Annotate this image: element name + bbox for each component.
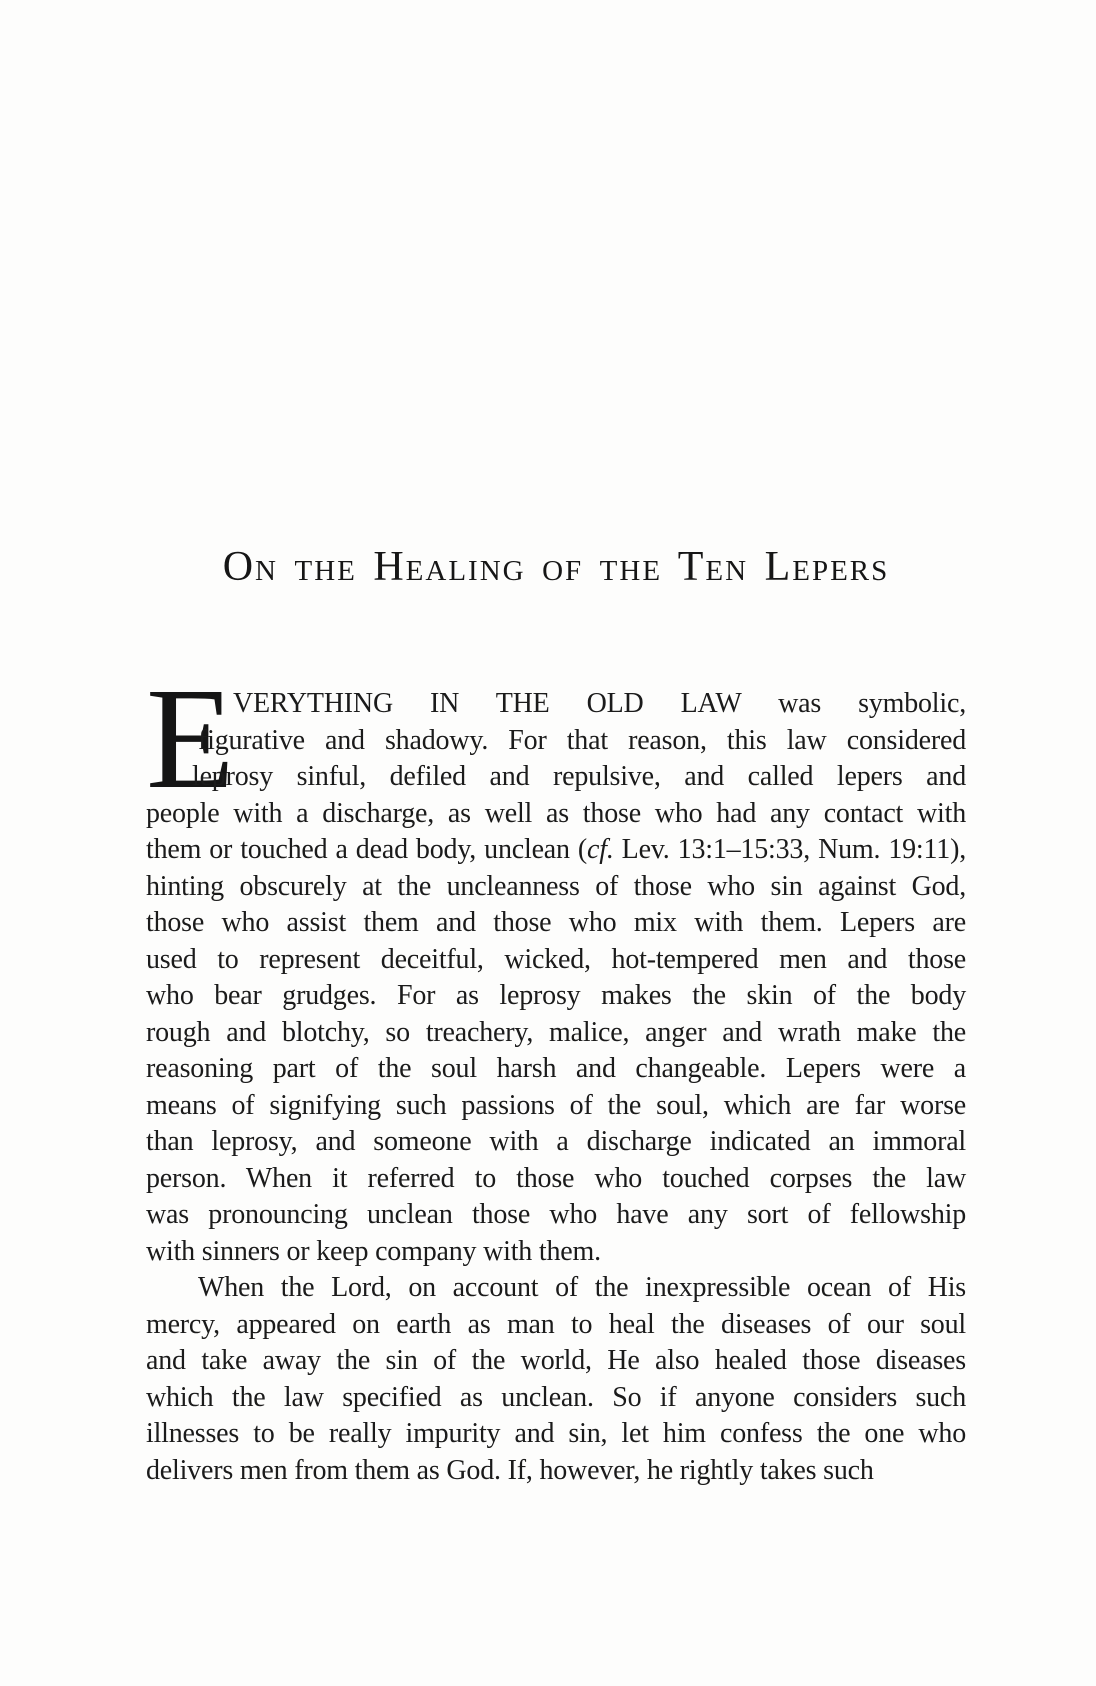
chapter-title: On the Healing of the Ten Lepers [222, 544, 890, 590]
text-line: those who assist them and those who mix with them. Lepers are [146, 907, 966, 938]
text-line: with sinners or keep company with them. [146, 1235, 601, 1267]
text-line: illnesses to be really impurity and sin, let him confess the one who [146, 1418, 966, 1449]
text-line: hinting obscurely at the uncleanness of those who sin against God, [146, 870, 966, 902]
paragraph [146, 659, 966, 1270]
text-line: which the law specified as unclean. So if anyone considers such [146, 1381, 966, 1413]
text-line: leprosy sinful, defiled and repulsive, and called lepers and [192, 761, 966, 792]
text-line: who bear grudges. For as leprosy makes the skin of the body [146, 980, 966, 1011]
text-line: people with a discharge, as well as those who had any contact with [146, 797, 966, 829]
text-line: and take away the sin of the world, He also healed those diseases [146, 1345, 966, 1376]
paragraph [146, 1270, 966, 1489]
text-line: reasoning part of the soul harsh and changeable. Lepers were a [146, 1053, 966, 1084]
text-line: figurative and shadowy. For that reason, this law considered [198, 724, 966, 756]
text-line: them or touched a dead body, unclean (cf. Lev. 13:1–15:33, Num. 19:11), [146, 834, 966, 865]
text-line: than leprosy, and someone with a discharge indicated an immoral [146, 1126, 966, 1157]
text-line: used to represent deceitful, wicked, hot-tempered men and those [146, 943, 966, 975]
text-line: person. When it referred to those who touched corpses the law [146, 1162, 966, 1194]
paragraphs-container [146, 659, 966, 1489]
text-line: means of signifying such passions of the soul, which are far worse [146, 1089, 966, 1121]
text-line: When the Lord, on account of the inexpressible ocean of His [198, 1272, 966, 1303]
text-line: rough and blotchy, so treachery, malice, anger and wrath make the [146, 1016, 966, 1048]
body-text [146, 659, 966, 1489]
text-line: mercy, appeared on earth as man to heal the diseases of our soul [146, 1308, 966, 1340]
text-line: VERYTHING IN THE OLD LAW was symbolic, [233, 688, 966, 719]
text-line: delivers men from them as God. If, however, he rightly takes such [146, 1454, 874, 1486]
text-line: was pronouncing unclean those who have any sort of fellowship [146, 1199, 966, 1230]
drop-cap-letter: E [146, 659, 235, 819]
